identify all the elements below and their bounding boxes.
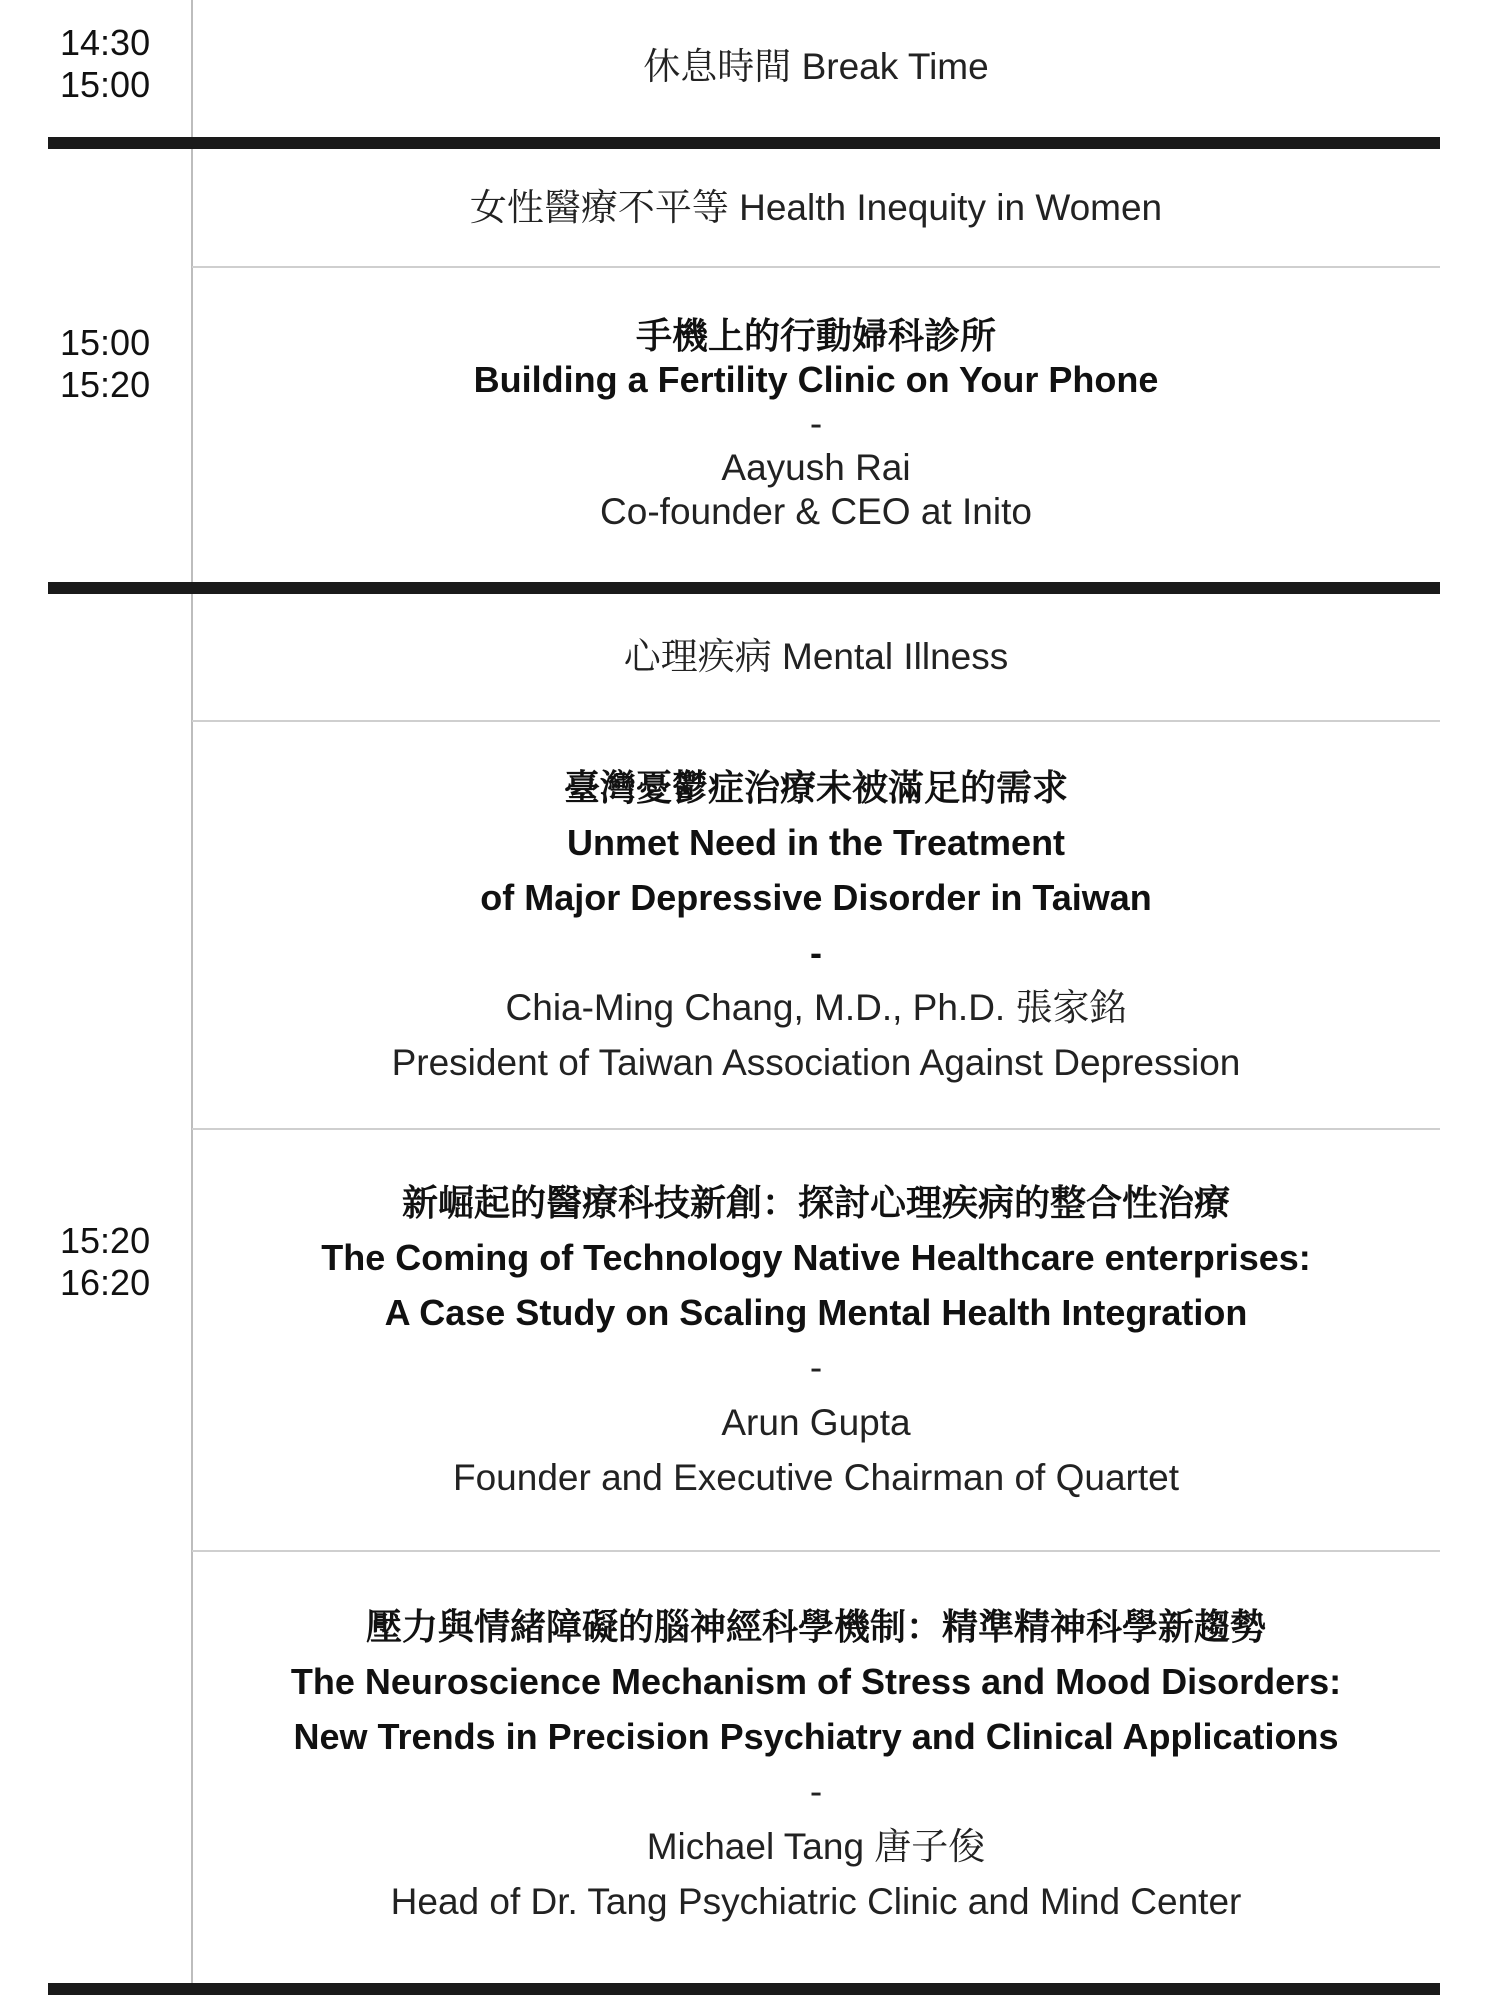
talk-title-en-line2: New Trends in Precision Psychiatry and Clinical Applications [293,1716,1339,1757]
end-time: 16:20 [60,1262,151,1303]
break-row [192,0,1440,134]
talk-separator: - [809,1347,823,1388]
speaker-affiliation: Founder and Executive Chairman of Quartet [453,1457,1179,1498]
break-title: 休息時間 Break Time [643,46,989,87]
talk-title-zh: 手機上的行動婦科診所 [635,315,996,356]
talk-title-en: Building a Fertility Clinic on Your Phone [473,359,1159,400]
start-time: 15:20 [60,1220,151,1261]
talk-separator: - [810,932,822,973]
section-header-mental-illness [192,594,1440,720]
time-range-mental-illness [60,1220,180,1304]
time-range-women-health [60,322,180,406]
talk-title-en-line1: Unmet Need in the Treatment [566,822,1066,863]
talk-title-en-line2: of Major Depressive Disorder in Taiwan [480,877,1152,918]
talk-title-en-line1: The Neuroscience Mechanism of Stress and Mood Disorders: [290,1661,1342,1702]
talk-title-en-line1: The Coming of Technology Native Healthcare enterprises: [321,1237,1311,1278]
speaker-name: Chia-Ming Chang, M.D., Ph.D. 張家銘 [505,987,1127,1028]
talk-fertility-clinic [192,268,1440,580]
end-time: 15:00 [60,64,151,105]
talk-depression-taiwan [192,722,1440,1128]
speaker-affiliation: Head of Dr. Tang Psychiatric Clinic and Mind Center [390,1881,1242,1922]
session-divider [48,137,1440,149]
talk-separator: - [809,1771,823,1812]
talk-separator: - [809,403,823,444]
start-time: 15:00 [60,322,151,363]
section-header-women-health [192,149,1440,266]
speaker-name: Michael Tang 唐子俊 [646,1826,986,1867]
start-time: 14:30 [60,22,151,63]
talk-title-en-line2: A Case Study on Scaling Mental Health Integration [384,1292,1248,1333]
talk-title-zh: 臺灣憂鬱症治療未被滿足的需求 [563,767,1068,808]
talk-tech-native-healthcare [192,1130,1440,1550]
session-divider [48,1983,1440,1995]
talk-title-zh: 新崛起的醫療科技新創：探討心理疾病的整合性治療 [401,1182,1230,1223]
speaker-name: Aayush Rai [721,447,911,488]
section-title: 女性醫療不平等 Health Inequity in Women [469,186,1163,228]
talk-title-zh: 壓力與情緒障礙的腦神經科學機制：精準精神科學新趨勢 [365,1606,1266,1647]
section-title: 心理疾病 Mental Illness [623,636,1009,677]
speaker-name: Arun Gupta [721,1402,911,1443]
end-time: 15:20 [60,364,151,405]
session-divider [48,582,1440,594]
speaker-affiliation: Co-founder & CEO at Inito [600,491,1032,532]
speaker-affiliation: President of Taiwan Association Against Depression [391,1042,1241,1083]
time-range-break [60,22,180,106]
talk-neuroscience-stress [192,1552,1440,1976]
